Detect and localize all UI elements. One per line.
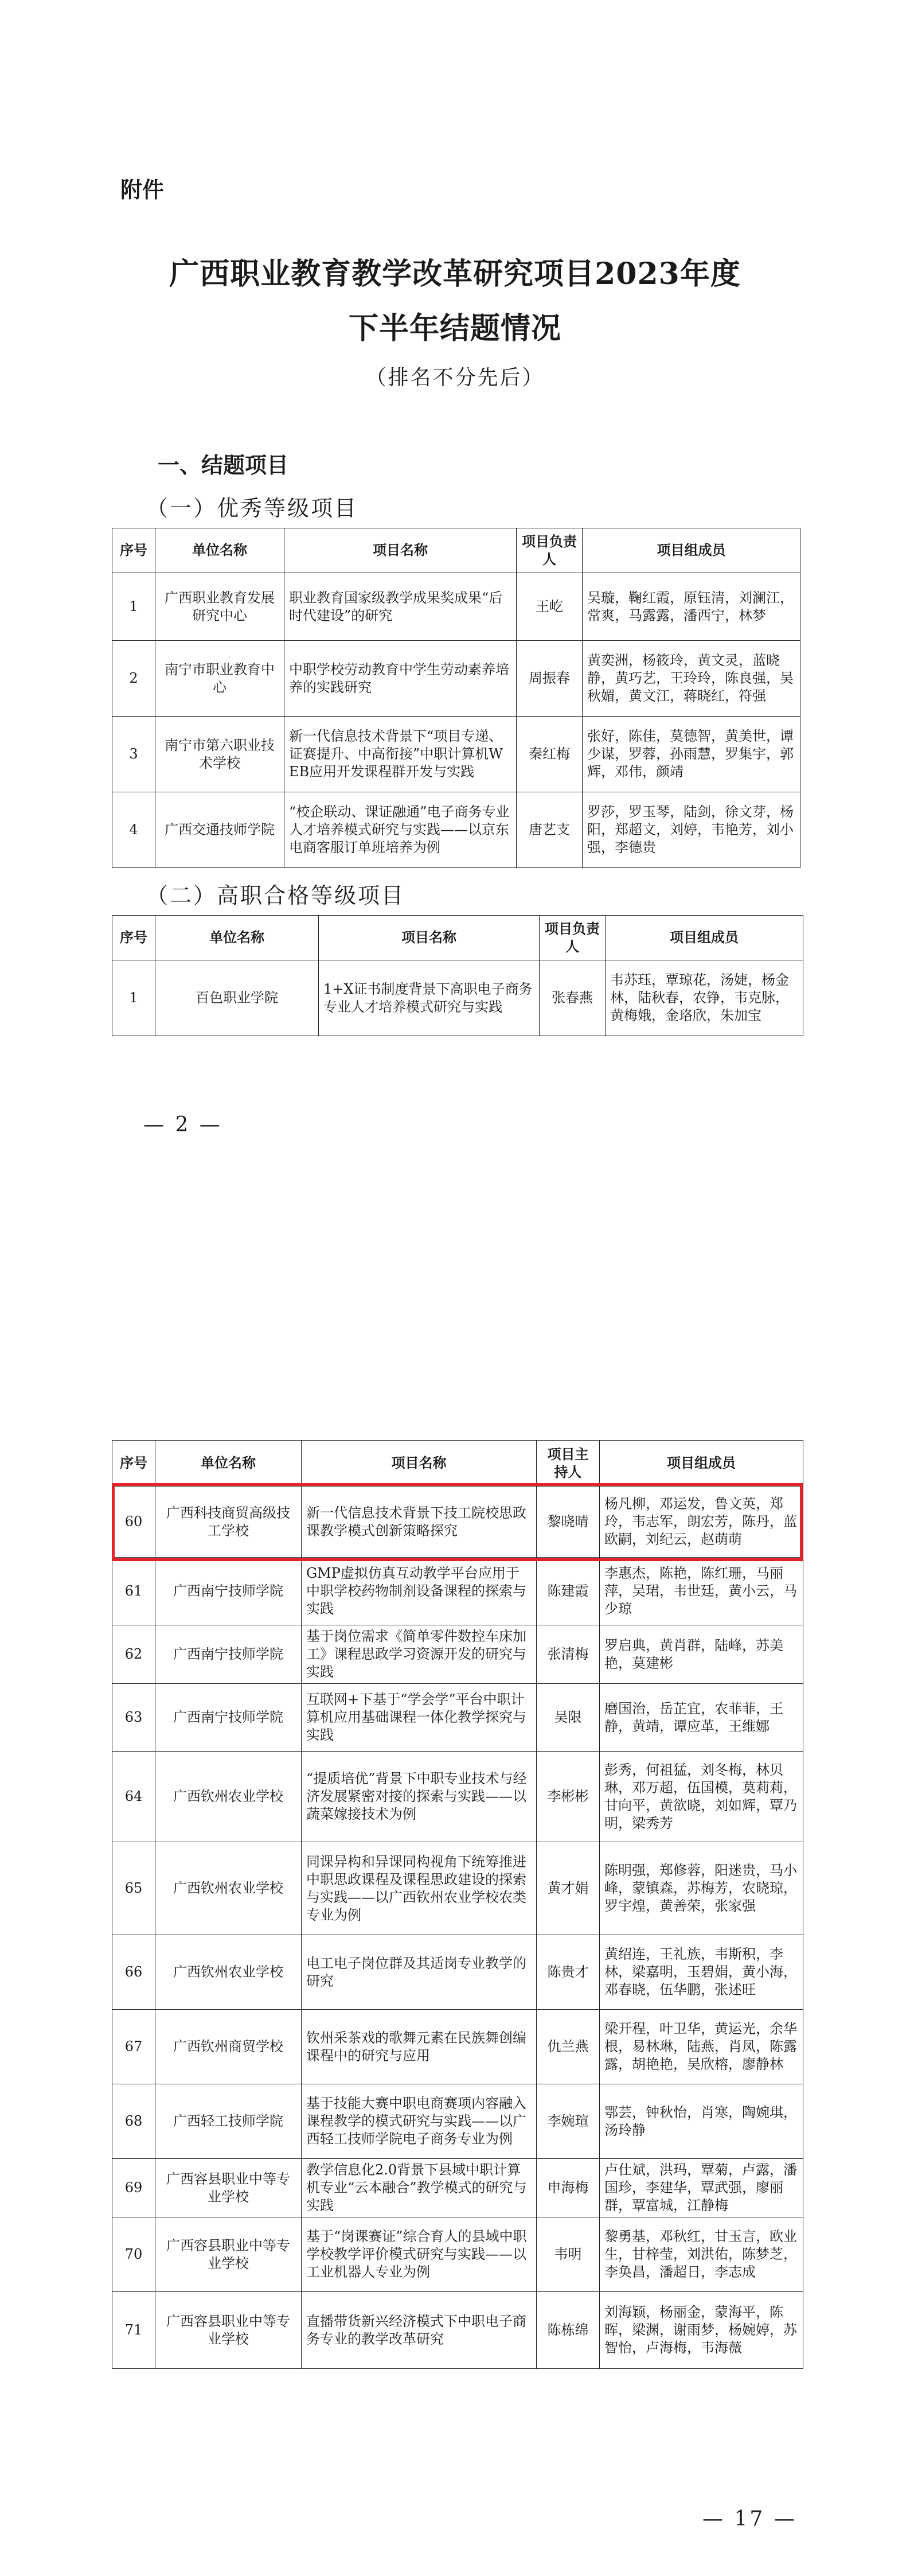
- document-title-line1: 广西职业教育教学改革研究项目2023年度: [169, 256, 741, 291]
- row-index: 1: [112, 960, 155, 1036]
- unit-name: 广西南宁技师学院: [155, 1684, 302, 1752]
- project-leader: 申海梅: [537, 2159, 600, 2217]
- table-header-row: [112, 916, 803, 960]
- team-members: 韦苏珏，覃琼花，汤婕，杨金林，陆秋春，农铮，韦克脉，黄梅娥，金珞欣，朱加宝: [606, 960, 803, 1036]
- unit-name: 百色职业学院: [155, 960, 319, 1036]
- project-name: 基于“岗课赛证”综合育人的县域中职学校教学评价模式研究与实践——以工业机器人专业为例: [302, 2217, 537, 2292]
- column-header: 单位名称: [155, 1441, 302, 1487]
- team-members: 罗启典，黄肖群，陆峰，苏美艳，莫建彬: [600, 1625, 803, 1684]
- project-leader: 韦明: [537, 2217, 600, 2292]
- project-leader: 李婉瑄: [537, 2084, 600, 2159]
- page-number: — 17 —: [702, 2507, 797, 2531]
- project-leader: 陈贵才: [537, 1935, 600, 2010]
- project-name: “校企联动、课证融通”电子商务专业人才培养模式研究与实践——以京东电商客服订单班培养为例: [284, 792, 517, 868]
- project-name: 新一代信息技术背景下“项目专递、证赛提升、中高衔接”中职计算机WEB应用开发课程群开发与实践: [284, 717, 517, 792]
- unit-name: 广西钦州农业学校: [155, 1935, 302, 2010]
- project-list-table: [112, 1440, 803, 2369]
- page-17: [0, 1406, 910, 2576]
- project-name: GMP虚拟仿真互动教学平台应用于中职学校药物制剂设备课程的探索与实践: [302, 1558, 537, 1625]
- project-leader: 陈栋绵: [537, 2292, 600, 2369]
- project-leader: 黎晓晴: [537, 1487, 600, 1558]
- column-header: 单位名称: [155, 916, 319, 960]
- project-leader: 黄才娟: [537, 1842, 600, 1935]
- column-header: 项目名称: [319, 916, 540, 960]
- unit-name: 广西钦州商贸学校: [155, 2010, 302, 2084]
- column-header: 项目主持人: [537, 1441, 600, 1487]
- row-index: 64: [112, 1752, 155, 1842]
- project-name: 基于技能大赛中职电商赛项内容融入课程教学的模式研究与实践——以广西轻工技师学院电子商务专业为例: [302, 2084, 537, 2159]
- table-row: [112, 960, 803, 1036]
- row-index: 61: [112, 1558, 155, 1625]
- project-leader: 仇兰燕: [537, 2010, 600, 2084]
- column-header: 项目组成员: [583, 528, 800, 573]
- table-row: [112, 2292, 803, 2369]
- qualified-projects-table: [112, 915, 803, 1036]
- row-index: 63: [112, 1684, 155, 1752]
- row-index: 4: [112, 792, 155, 868]
- project-name: 钦州采茶戏的歌舞元素在民族舞创编课程中的研究与应用: [302, 2010, 537, 2084]
- table-row: [112, 573, 800, 641]
- team-members: 彭秀，何祖猛，刘冬梅，林贝琳，邓万超，伍国模，莫莉莉，甘向平，黄欲晓，刘如辉，覃乃明，梁秀芳: [600, 1752, 803, 1842]
- project-leader: 吴限: [537, 1684, 600, 1752]
- table-header-row: [112, 1441, 803, 1487]
- document-title-line2: 下半年结题情况: [348, 311, 561, 346]
- page-2: [0, 0, 910, 1239]
- table-row: [112, 2159, 803, 2217]
- project-name: 1+X证书制度背景下高职电子商务专业人才培养模式研究与实践: [319, 960, 540, 1036]
- table-row: [112, 1684, 803, 1752]
- team-members: 黎勇基，邓秋红，甘玉言，欧业生，甘梓莹，刘洪佑，陈梦芝，李奂昌，潘超日，李志成: [600, 2217, 803, 2292]
- row-index: 60: [112, 1487, 155, 1558]
- column-header: 项目负责人: [517, 528, 583, 573]
- project-leader: 周振春: [517, 641, 583, 717]
- project-leader: 张清梅: [537, 1625, 600, 1684]
- team-members: 鄂芸，钟秋怡，肖寒，陶婉琪，汤玲静: [600, 2084, 803, 2159]
- project-leader: 唐艺支: [517, 792, 583, 868]
- team-members: 梁开程，叶卫华，黄运光，余华根，易林琳，陆燕，肖凤，陈露露，胡艳艳，吴欣榕，廖静林: [600, 2010, 803, 2084]
- unit-name: 广西容县职业中等专业学校: [155, 2217, 302, 2292]
- table-header-row: [112, 528, 800, 573]
- unit-name: 广西南宁技师学院: [155, 1625, 302, 1684]
- project-leader: 李彬彬: [537, 1752, 600, 1842]
- team-members: 刘海颖，杨丽金，蒙海平，陈晖，梁渊，谢雨梦，杨婉婷，苏智怡，卢海梅，韦海薇: [600, 2292, 803, 2369]
- column-header: 项目组成员: [600, 1441, 803, 1487]
- unit-name: 南宁市第六职业技术学校: [155, 717, 284, 792]
- attachment-label: 附件: [120, 177, 165, 203]
- project-name: 基于岗位需求《简单零件数控车床加工》课程思政学习资源开发的研究与实践: [302, 1625, 537, 1684]
- row-index: 62: [112, 1625, 155, 1684]
- project-name: 职业教育国家级教学成果奖成果“后时代建设”的研究: [284, 573, 517, 641]
- unit-name: 广西职业教育发展研究中心: [155, 573, 284, 641]
- excellent-heading: （一）优秀等级项目: [146, 496, 358, 521]
- project-name: “提质培优”背景下中职专业技术与经济发展紧密对接的探索与实践——以蔬菜嫁接技术为例: [302, 1752, 537, 1842]
- table-row: [112, 641, 800, 717]
- table-row: [112, 1487, 803, 1558]
- table-row: [112, 1625, 803, 1684]
- project-leader: 秦红梅: [517, 717, 583, 792]
- row-index: 2: [112, 641, 155, 717]
- excellent-projects-table: [112, 528, 800, 868]
- unit-name: 广西钦州农业学校: [155, 1842, 302, 1935]
- team-members: 磨国治，岳芷宜，农菲菲，王静，黄靖，谭应革，王维娜: [600, 1684, 803, 1752]
- unit-name: 广西轻工技师学院: [155, 2084, 302, 2159]
- project-name: 同课异构和异课同构视角下统筹推进中职思政课程及课程思政建设的探索与实践——以广西钦州农业学校农类专业为例: [302, 1842, 537, 1935]
- team-members: 李惠杰，陈艳，陈红珊，马丽萍，吴珺，韦世廷，黄小云，马少琼: [600, 1558, 803, 1625]
- section-heading: 一、结题项目: [158, 453, 289, 478]
- column-header: 项目名称: [284, 528, 517, 573]
- table-row: [112, 1558, 803, 1625]
- row-index: 65: [112, 1842, 155, 1935]
- unit-name: 广西容县职业中等专业学校: [155, 2159, 302, 2217]
- row-index: 69: [112, 2159, 155, 2217]
- row-index: 68: [112, 2084, 155, 2159]
- column-header: 项目负责人: [540, 916, 606, 960]
- unit-name: 广西容县职业中等专业学校: [155, 2292, 302, 2369]
- team-members: 罗莎，罗玉琴，陆剑，徐文芽，杨阳，郑超文，刘婷，韦艳芳，刘小强，李德贵: [583, 792, 800, 868]
- row-index: 66: [112, 1935, 155, 2010]
- page-number: — 2 —: [143, 1113, 222, 1137]
- team-members: 杨凡柳，邓运发，鲁文英，郑玲，韦志军，朗宏芳，陈丹，蓝欧嗣，刘纪云，赵萌萌: [600, 1487, 803, 1558]
- project-name: 直播带货新兴经济模式下中职电子商务专业的教学改革研究: [302, 2292, 537, 2369]
- project-name: 电工电子岗位群及其适岗专业教学的研究: [302, 1935, 537, 2010]
- column-header: 项目名称: [302, 1441, 537, 1487]
- team-members: 张好，陈佳，莫德智，黄美世，谭少谋，罗蓉，孙雨慧，罗集宇，郭辉，邓伟，颜靖: [583, 717, 800, 792]
- table-row: [112, 1752, 803, 1842]
- column-header: 序号: [112, 916, 155, 960]
- unit-name: 广西交通技师学院: [155, 792, 284, 868]
- project-name: 教学信息化2.0背景下县域中职计算机专业“云本融合”教学模式的研究与实践: [302, 2159, 537, 2217]
- team-members: 黄绍连，王礼族，韦斯积，李林，梁嘉明，玉碧娟，黄小海，邓春晓，伍华鹏，张述旺: [600, 1935, 803, 2010]
- row-index: 3: [112, 717, 155, 792]
- table-row: [112, 717, 800, 792]
- column-header: 序号: [112, 1441, 155, 1487]
- unit-name: 南宁市职业教育中心: [155, 641, 284, 717]
- table-row: [112, 792, 800, 868]
- project-leader: 张春燕: [540, 960, 606, 1036]
- team-members: 卢仕斌，洪玛，覃菊，卢露，潘国珍，李建华，覃武强，廖丽群，覃富城，江静梅: [600, 2159, 803, 2217]
- table-row: [112, 2084, 803, 2159]
- row-index: 67: [112, 2010, 155, 2084]
- project-name: 新一代信息技术背景下技工院校思政课教学模式创新策略探究: [302, 1487, 537, 1558]
- column-header: 项目组成员: [606, 916, 803, 960]
- unit-name: 广西钦州农业学校: [155, 1752, 302, 1842]
- team-members: 黄奕洲，杨筱玲，黄文灵，蓝晓静，黄巧艺，王玲玲，陈良强，吴秋媚，黄文江，蒋晓红，符强: [583, 641, 800, 717]
- team-members: 吴璇，鞠红霞，原钰清，刘澜江，常爽，马露露，潘西宁，林梦: [583, 573, 800, 641]
- column-header: 序号: [112, 528, 155, 573]
- unit-name: 广西南宁技师学院: [155, 1558, 302, 1625]
- table-row: [112, 1935, 803, 2010]
- row-index: 1: [112, 573, 155, 641]
- document-subtitle: （排名不分先后）: [365, 366, 545, 390]
- project-name: 中职学校劳动教育中学生劳动素养培养的实践研究: [284, 641, 517, 717]
- column-header: 单位名称: [155, 528, 284, 573]
- table-row: [112, 2217, 803, 2292]
- row-index: 70: [112, 2217, 155, 2292]
- table-row: [112, 2010, 803, 2084]
- row-index: 71: [112, 2292, 155, 2369]
- table-row: [112, 1842, 803, 1935]
- project-leader: 王屹: [517, 573, 583, 641]
- project-name: 互联网+下基于“学会学”平台中职计算机应用基础课程一体化教学探究与实践: [302, 1684, 537, 1752]
- project-leader: 陈建霞: [537, 1558, 600, 1625]
- qualified-heading: （二）高职合格等级项目: [146, 883, 405, 908]
- team-members: 陈明强，郑修蓉，阳迷贵，马小峰，蒙镇森，苏梅芳，农晓琼，罗宇煌，黄善荣，张家强: [600, 1842, 803, 1935]
- unit-name: 广西科技商贸高级技工学校: [155, 1487, 302, 1558]
